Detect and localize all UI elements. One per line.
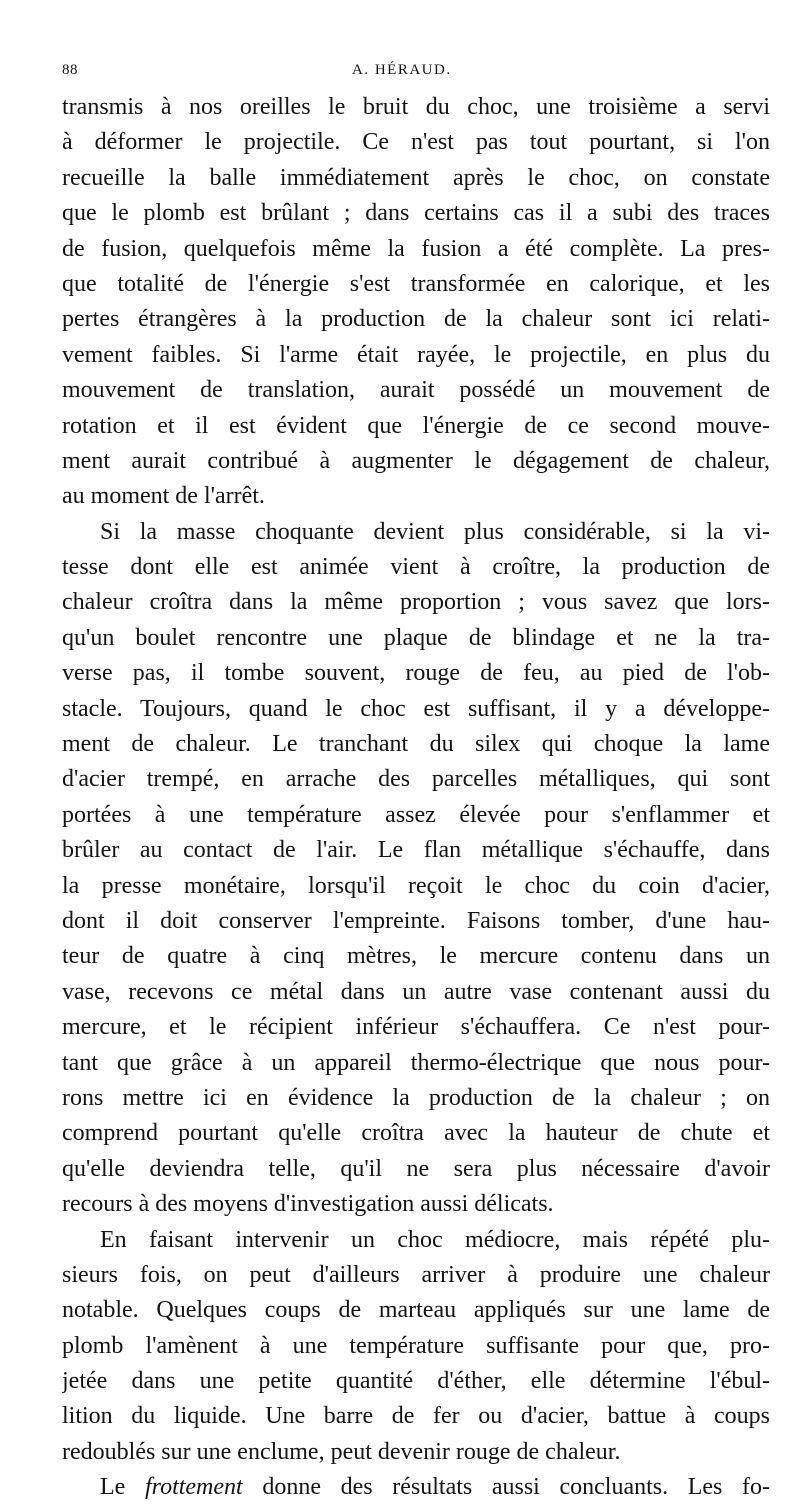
text-line: tesse dont elle est animée vient à croître, la production de bbox=[62, 554, 770, 581]
text-line: sieurs fois, on peut d'ailleurs arriver à produire une chaleur bbox=[62, 1261, 770, 1288]
text-line: ment aurait contribué à augmenter le dégagement de chaleur, bbox=[62, 447, 770, 474]
text-line: recueille la balle immédiatement après le choc, on constate bbox=[62, 164, 770, 191]
page-number: 88 bbox=[62, 62, 78, 78]
text-line: teur de quatre à cinq mètres, le mercure contenu dans un bbox=[62, 943, 770, 970]
text-line: brûler au contact de l'air. Le flan métallique s'échauffe, dans bbox=[62, 837, 770, 864]
text-line: Si la masse choquante devient plus considérable, si la vi- bbox=[100, 518, 770, 545]
text-line: qu'elle deviendra telle, qu'il ne sera plus nécessaire d'avoir bbox=[62, 1155, 770, 1182]
text-line bbox=[62, 1470, 770, 1505]
text-line: pertes étrangères à la production de la chaleur sont ici relati- bbox=[62, 306, 770, 333]
text-line: lition du liquide. Une barre de fer ou d'acier, battue à coups bbox=[62, 1403, 770, 1430]
paragraph bbox=[62, 515, 770, 1223]
text-line: jetée dans une petite quantité d'éther, elle détermine l'ébul- bbox=[62, 1368, 770, 1395]
text-segment: Le bbox=[100, 1474, 145, 1501]
text-line: d'acier trempé, en arrache des parcelles métalliques, qui sont bbox=[62, 766, 770, 793]
text-line: verse pas, il tombe souvent, rouge de feu, au pied de l'ob- bbox=[62, 660, 770, 687]
paragraph bbox=[62, 1223, 770, 1471]
text-line: ment de chaleur. Le tranchant du silex qui choque la lame bbox=[62, 731, 770, 758]
text-line: vement faibles. Si l'arme était rayée, le projectile, en plus du bbox=[62, 341, 770, 368]
text-line: vase, recevons ce métal dans un autre vase contenant aussi du bbox=[62, 978, 770, 1005]
text-line: notable. Quelques coups de marteau appliqués sur une lame de bbox=[62, 1297, 770, 1324]
text-line: qu'un boulet rencontre une plaque de blindage et ne la tra- bbox=[62, 624, 770, 651]
text-line: transmis à nos oreilles le bruit du choc, une troisième a servi bbox=[62, 94, 770, 120]
text-line: chaleur croîtra dans la même proportion ; vous savez que lors- bbox=[62, 589, 770, 616]
running-header bbox=[62, 56, 770, 86]
text-line: de fusion, quelquefois même la fusion a été complète. La pres- bbox=[62, 235, 770, 262]
text-line: recours à des moyens d'investigation aussi délicats. bbox=[62, 1191, 554, 1218]
text-line: mercure, et le récipient inférieur s'échauffera. Ce n'est pour- bbox=[62, 1014, 770, 1041]
text-line: tant que grâce à un appareil thermo-électrique que nous pour- bbox=[62, 1049, 770, 1076]
text-line: rotation et il est évident que l'énergie de ce second mouve- bbox=[62, 412, 770, 439]
running-title: A. HÉRAUD. bbox=[352, 62, 452, 78]
text-line: la presse monétaire, lorsqu'il reçoit le choc du coin d'acier, bbox=[62, 872, 770, 899]
text-line: que totalité de l'énergie s'est transformée en calorique, et les bbox=[62, 270, 770, 297]
text-line: rons mettre ici en évidence la production de la chaleur ; on bbox=[62, 1084, 770, 1111]
text-line: que le plomb est brûlant ; dans certains cas il a subi des traces bbox=[62, 200, 770, 227]
text-segment: donne des résultats aussi concluants. Les fo- bbox=[242, 1474, 770, 1501]
paragraph bbox=[62, 1470, 770, 1505]
text-line: redoublés sur une enclume, peut devenir rouge de chaleur. bbox=[62, 1438, 621, 1465]
text-line: stacle. Toujours, quand le choc est suffisant, il y a développe- bbox=[62, 695, 770, 722]
text-line: dont il doit conserver l'empreinte. Faisons tomber, d'une hau- bbox=[62, 907, 770, 934]
body-text bbox=[62, 90, 770, 1506]
book-page bbox=[62, 56, 770, 1506]
paragraph bbox=[62, 90, 770, 515]
text-line: mouvement de translation, aurait possédé un mouvement de bbox=[62, 377, 770, 404]
text-line: plomb l'amènent à une température suffisante pour que, pro- bbox=[62, 1332, 770, 1359]
text-line: à déformer le projectile. Ce n'est pas tout pourtant, si l'on bbox=[62, 129, 770, 156]
text-line: portées à une température assez élevée pour s'enflammer et bbox=[62, 801, 770, 828]
italic-term: frottement bbox=[144, 1474, 243, 1501]
text-line: au moment de l'arrêt. bbox=[62, 483, 265, 510]
text-line: comprend pourtant qu'elle croîtra avec la hauteur de chute et bbox=[62, 1120, 770, 1147]
text-line: En faisant intervenir un choc médiocre, mais répété plu- bbox=[100, 1226, 770, 1253]
